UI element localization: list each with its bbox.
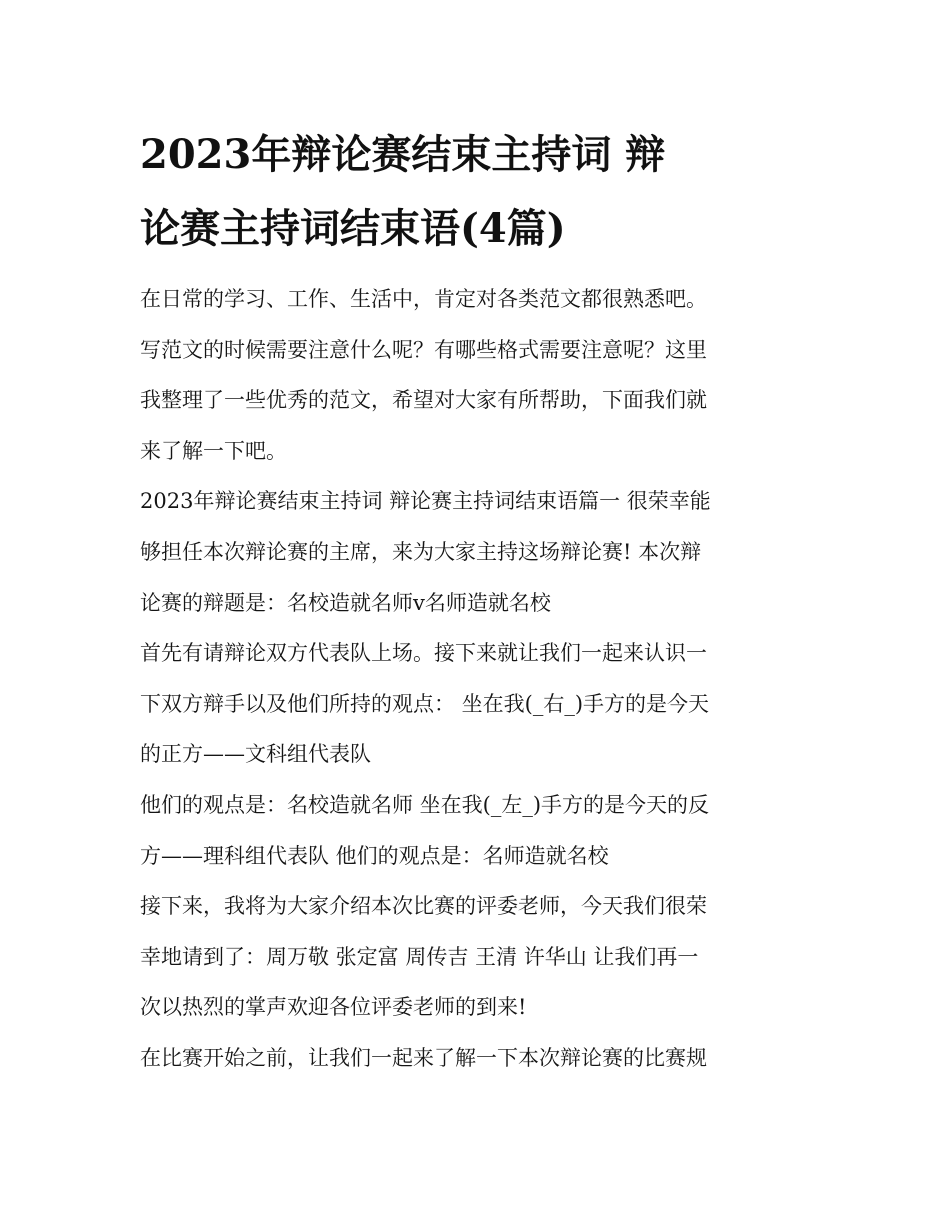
body-line: 够担任本次辩论赛的主席，来为大家主持这场辩论赛! 本次辩 — [140, 539, 702, 564]
body-line: 幸地请到了：周万敬 张定富 周传吉 王清 许华山 让我们再一 — [140, 944, 699, 969]
body-line: 方——理科组代表队 他们的观点是：名师造就名校 — [140, 843, 609, 868]
document-title — [140, 118, 820, 266]
body-line: 的正方——文科组代表队 — [140, 742, 371, 767]
body-line: 论赛的辩题是：名校造就名师v名师造就名校 — [140, 590, 551, 615]
body-line: 来了解一下吧。 — [140, 438, 287, 463]
body-line: 接下来，我将为大家介绍本次比赛的评委老师，今天我们很荣 — [140, 894, 707, 919]
body-line: 写范文的时候需要注意什么呢？有哪些格式需要注意呢？这里 — [140, 337, 707, 362]
document-body — [140, 274, 820, 1084]
title-line: 2023年辩论赛结束主持词 辩 — [140, 131, 666, 178]
body-line: 在比赛开始之前，让我们一起来了解一下本次辩论赛的比赛规 — [140, 1045, 707, 1070]
body-line: 他们的观点是：名校造就名师 坐在我(_左_)手方的是今天的反 — [140, 792, 710, 817]
body-line: 次以热烈的掌声欢迎各位评委老师的到来! — [140, 995, 527, 1020]
body-line: 我整理了一些优秀的范文，希望对大家有所帮助，下面我们就 — [140, 388, 707, 413]
title-line: 论赛主持词结束语(4篇) — [140, 205, 566, 252]
body-line: 2023年辩论赛结束主持词 辩论赛主持词结束语篇一 很荣幸能 — [140, 489, 711, 514]
body-line: 在日常的学习、工作、生活中，肯定对各类范文都很熟悉吧。 — [140, 287, 707, 311]
body-line: 下双方辩手以及他们所持的观点： 坐在我(_右_)手方的是今天 — [140, 691, 710, 716]
body-line: 首先有请辩论双方代表队上场。接下来就让我们一起来认识一 — [140, 641, 707, 666]
